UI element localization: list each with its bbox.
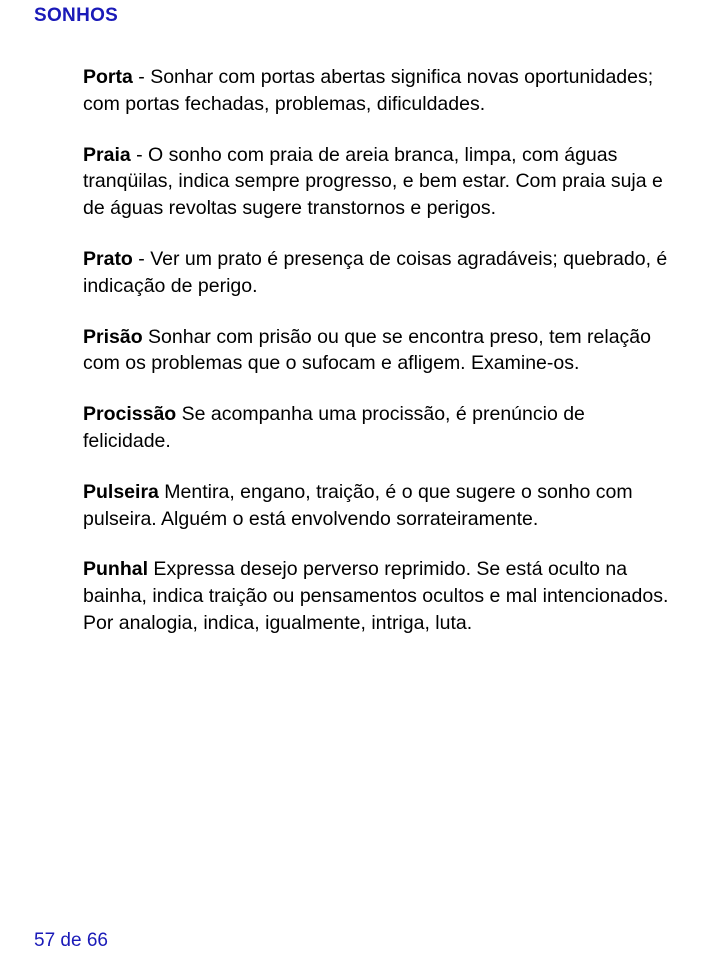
entry-text: - Sonhar com portas abertas significa novas oportunidades; com portas fechadas, problemas, dificuldades.	[83, 66, 654, 115]
entry-text: Se acompanha uma procissão, é prenúncio de felicidade.	[83, 403, 585, 452]
entry-text: Sonhar com prisão ou que se encontra preso, tem relação com os problemas que o sufocam e afligem. Examine-os.	[83, 325, 651, 375]
dream-entry	[83, 246, 673, 300]
entry-text: - O sonho com praia de areia branca, limpa, com águas tranqüilas, indica sempre progresso, e bem estar. Com praia suja e de águas revoltas sugere transtornos e perigos.	[83, 143, 663, 220]
dream-entry	[83, 142, 673, 222]
entry-term: Procissão	[83, 403, 177, 426]
entry-text: Expressa desejo perverso reprimido. Se está oculto na bainha, indica traição ou pensamentos ocultos e mal intencionados. Por analogia, indica, igualmente, intriga, luta.	[83, 558, 669, 634]
page-indicator: 57 de 66	[34, 930, 108, 951]
dream-entry-list	[83, 64, 673, 661]
dream-entry	[83, 324, 673, 378]
entry-term: Prisão	[83, 325, 143, 348]
page-title: SONHOS	[34, 5, 119, 26]
dream-entry	[83, 64, 673, 118]
entry-text: Mentira, engano, traição, é o que sugere o sonho com pulseira. Alguém o está envolvendo sorrateiramente.	[83, 480, 633, 530]
dream-entry	[83, 556, 673, 636]
dream-entry	[83, 401, 673, 455]
entry-term: Prato	[83, 247, 133, 270]
entry-term: Punhal	[83, 558, 149, 581]
entry-term: Pulseira	[83, 480, 159, 503]
entry-term: Praia	[83, 143, 131, 166]
entry-text: - Ver um prato é presença de coisas agradáveis; quebrado, é indicação de perigo.	[83, 247, 668, 297]
dream-entry	[83, 479, 673, 533]
entry-term: Porta	[83, 66, 133, 88]
